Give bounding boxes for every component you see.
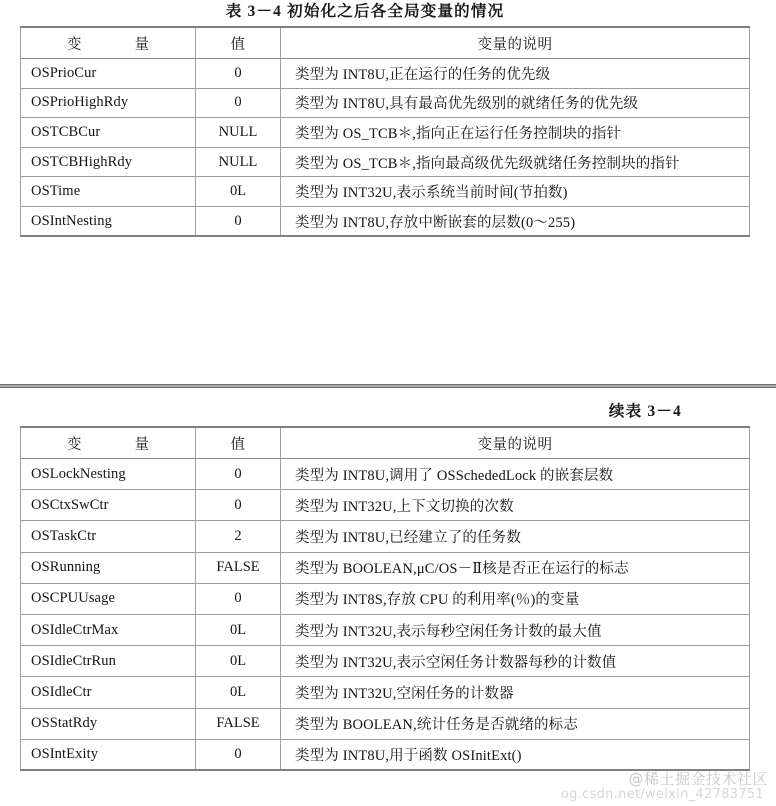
table-1-col-header-value: 值 bbox=[196, 27, 281, 59]
variable-name: OSLockNesting bbox=[21, 459, 196, 490]
global-variables-table-2 bbox=[20, 426, 750, 771]
variable-name: OSCtxSwCtr bbox=[21, 490, 196, 521]
table-2-col-header-description: 变量的说明 bbox=[281, 427, 750, 459]
variable-name: OSPrioCur bbox=[21, 59, 196, 89]
variable-description: 类型为 BOOLEAN,统计任务是否就绪的标志 bbox=[281, 708, 750, 739]
variable-name: OSRunning bbox=[21, 552, 196, 583]
table-row bbox=[21, 708, 750, 739]
variable-value: 0L bbox=[196, 614, 281, 645]
table-2-header-row bbox=[21, 427, 750, 459]
variable-value: FALSE bbox=[196, 552, 281, 583]
table-row bbox=[21, 677, 750, 708]
table-row bbox=[21, 459, 750, 490]
variable-name: OSTCBCur bbox=[21, 118, 196, 148]
variable-name: OSTCBHighRdy bbox=[21, 147, 196, 177]
variable-description: 类型为 INT8U,存放中断嵌套的层数(0～255) bbox=[281, 206, 750, 236]
variable-description: 类型为 INT32U,空闲任务的计数器 bbox=[281, 677, 750, 708]
watermark-brand: @稀土掘金技术社区 bbox=[628, 770, 768, 788]
table-1-col-header-description: 变量的说明 bbox=[281, 27, 750, 59]
table-1-col-header-variable bbox=[21, 27, 196, 59]
variable-description: 类型为 INT32U,表示每秒空闲任务计数的最大值 bbox=[281, 614, 750, 645]
table-1-col-header-variable-label: 变 量 bbox=[67, 36, 157, 53]
table-row bbox=[21, 552, 750, 583]
table-row bbox=[21, 88, 750, 118]
table-1-body bbox=[21, 59, 750, 237]
variable-value: 0 bbox=[196, 739, 281, 770]
variable-description: 类型为 INT8U,正在运行的任务的优先级 bbox=[281, 59, 750, 89]
variable-description: 类型为 INT8U,已经建立了的任务数 bbox=[281, 521, 750, 552]
page-separator-rule bbox=[0, 384, 776, 388]
variable-value: 2 bbox=[196, 521, 281, 552]
table-row bbox=[21, 646, 750, 677]
variable-description: 类型为 OS_TCB＊,指向正在运行任务控制块的指针 bbox=[281, 118, 750, 148]
variable-name: OSIntExity bbox=[21, 739, 196, 770]
table-row bbox=[21, 521, 750, 552]
variable-description: 类型为 INT8U,用于函数 OSInitExt() bbox=[281, 739, 750, 770]
table-1-header-row bbox=[21, 27, 750, 59]
table-row bbox=[21, 206, 750, 236]
table-2-col-header-value: 值 bbox=[196, 427, 281, 459]
variable-value: 0 bbox=[196, 459, 281, 490]
table-caption-1: 表 3－4 初始化之后各全局变量的情况 bbox=[225, 3, 505, 20]
table-row bbox=[21, 739, 750, 770]
table-row bbox=[21, 177, 750, 207]
variable-name: OSTime bbox=[21, 177, 196, 207]
table-row bbox=[21, 490, 750, 521]
variable-description: 类型为 INT32U,表示系统当前时间(节拍数) bbox=[281, 177, 750, 207]
table-1-header bbox=[21, 27, 750, 59]
table-row bbox=[21, 614, 750, 645]
variable-description: 类型为 INT8S,存放 CPU 的利用率(％)的变量 bbox=[281, 583, 750, 614]
variable-value: NULL bbox=[196, 118, 281, 148]
variable-value: 0 bbox=[196, 88, 281, 118]
table-row bbox=[21, 147, 750, 177]
variable-value: 0L bbox=[196, 677, 281, 708]
variable-description: 类型为 BOOLEAN,μC/OS－Ⅱ核是否正在运行的标志 bbox=[281, 552, 750, 583]
variable-name: OSIntNesting bbox=[21, 206, 196, 236]
table-row bbox=[21, 583, 750, 614]
variable-name: OSTaskCtr bbox=[21, 521, 196, 552]
table-caption-2: 续表 3－4 bbox=[608, 403, 682, 420]
variable-name: OSCPUUsage bbox=[21, 583, 196, 614]
table-2-header bbox=[21, 427, 750, 459]
variable-value: 0L bbox=[196, 177, 281, 207]
variable-value: 0L bbox=[196, 646, 281, 677]
variable-name: OSIdleCtrMax bbox=[21, 614, 196, 645]
variable-description: 类型为 INT32U,表示空闲任务计数器每秒的计数值 bbox=[281, 646, 750, 677]
variable-description: 类型为 INT8U,调用了 OSSchededLock 的嵌套层数 bbox=[281, 459, 750, 490]
variable-description: 类型为 OS_TCB＊,指向最高级优先级就绪任务控制块的指针 bbox=[281, 147, 750, 177]
variable-description: 类型为 INT32U,上下文切换的次数 bbox=[281, 490, 750, 521]
table-row bbox=[21, 59, 750, 89]
variable-name: OSStatRdy bbox=[21, 708, 196, 739]
variable-description: 类型为 INT8U,具有最高优先级别的就绪任务的优先级 bbox=[281, 88, 750, 118]
variable-name: OSIdleCtrRun bbox=[21, 646, 196, 677]
variable-name: OSPrioHighRdy bbox=[21, 88, 196, 118]
variable-value: NULL bbox=[196, 147, 281, 177]
table-2-col-header-variable-label: 变 量 bbox=[67, 436, 157, 453]
variable-value: 0 bbox=[196, 490, 281, 521]
table-row bbox=[21, 118, 750, 148]
variable-value: 0 bbox=[196, 59, 281, 89]
variable-value: 0 bbox=[196, 583, 281, 614]
table-2-col-header-variable bbox=[21, 427, 196, 459]
global-variables-table-1 bbox=[20, 26, 750, 237]
variable-value: 0 bbox=[196, 206, 281, 236]
watermark-csdn-url: og.csdn.net/weixin_42783751 bbox=[560, 787, 764, 802]
table-section-2 bbox=[20, 400, 750, 771]
table-section-1 bbox=[20, 0, 750, 237]
variable-name: OSIdleCtr bbox=[21, 677, 196, 708]
table-2-body bbox=[21, 459, 750, 771]
variable-value: FALSE bbox=[196, 708, 281, 739]
